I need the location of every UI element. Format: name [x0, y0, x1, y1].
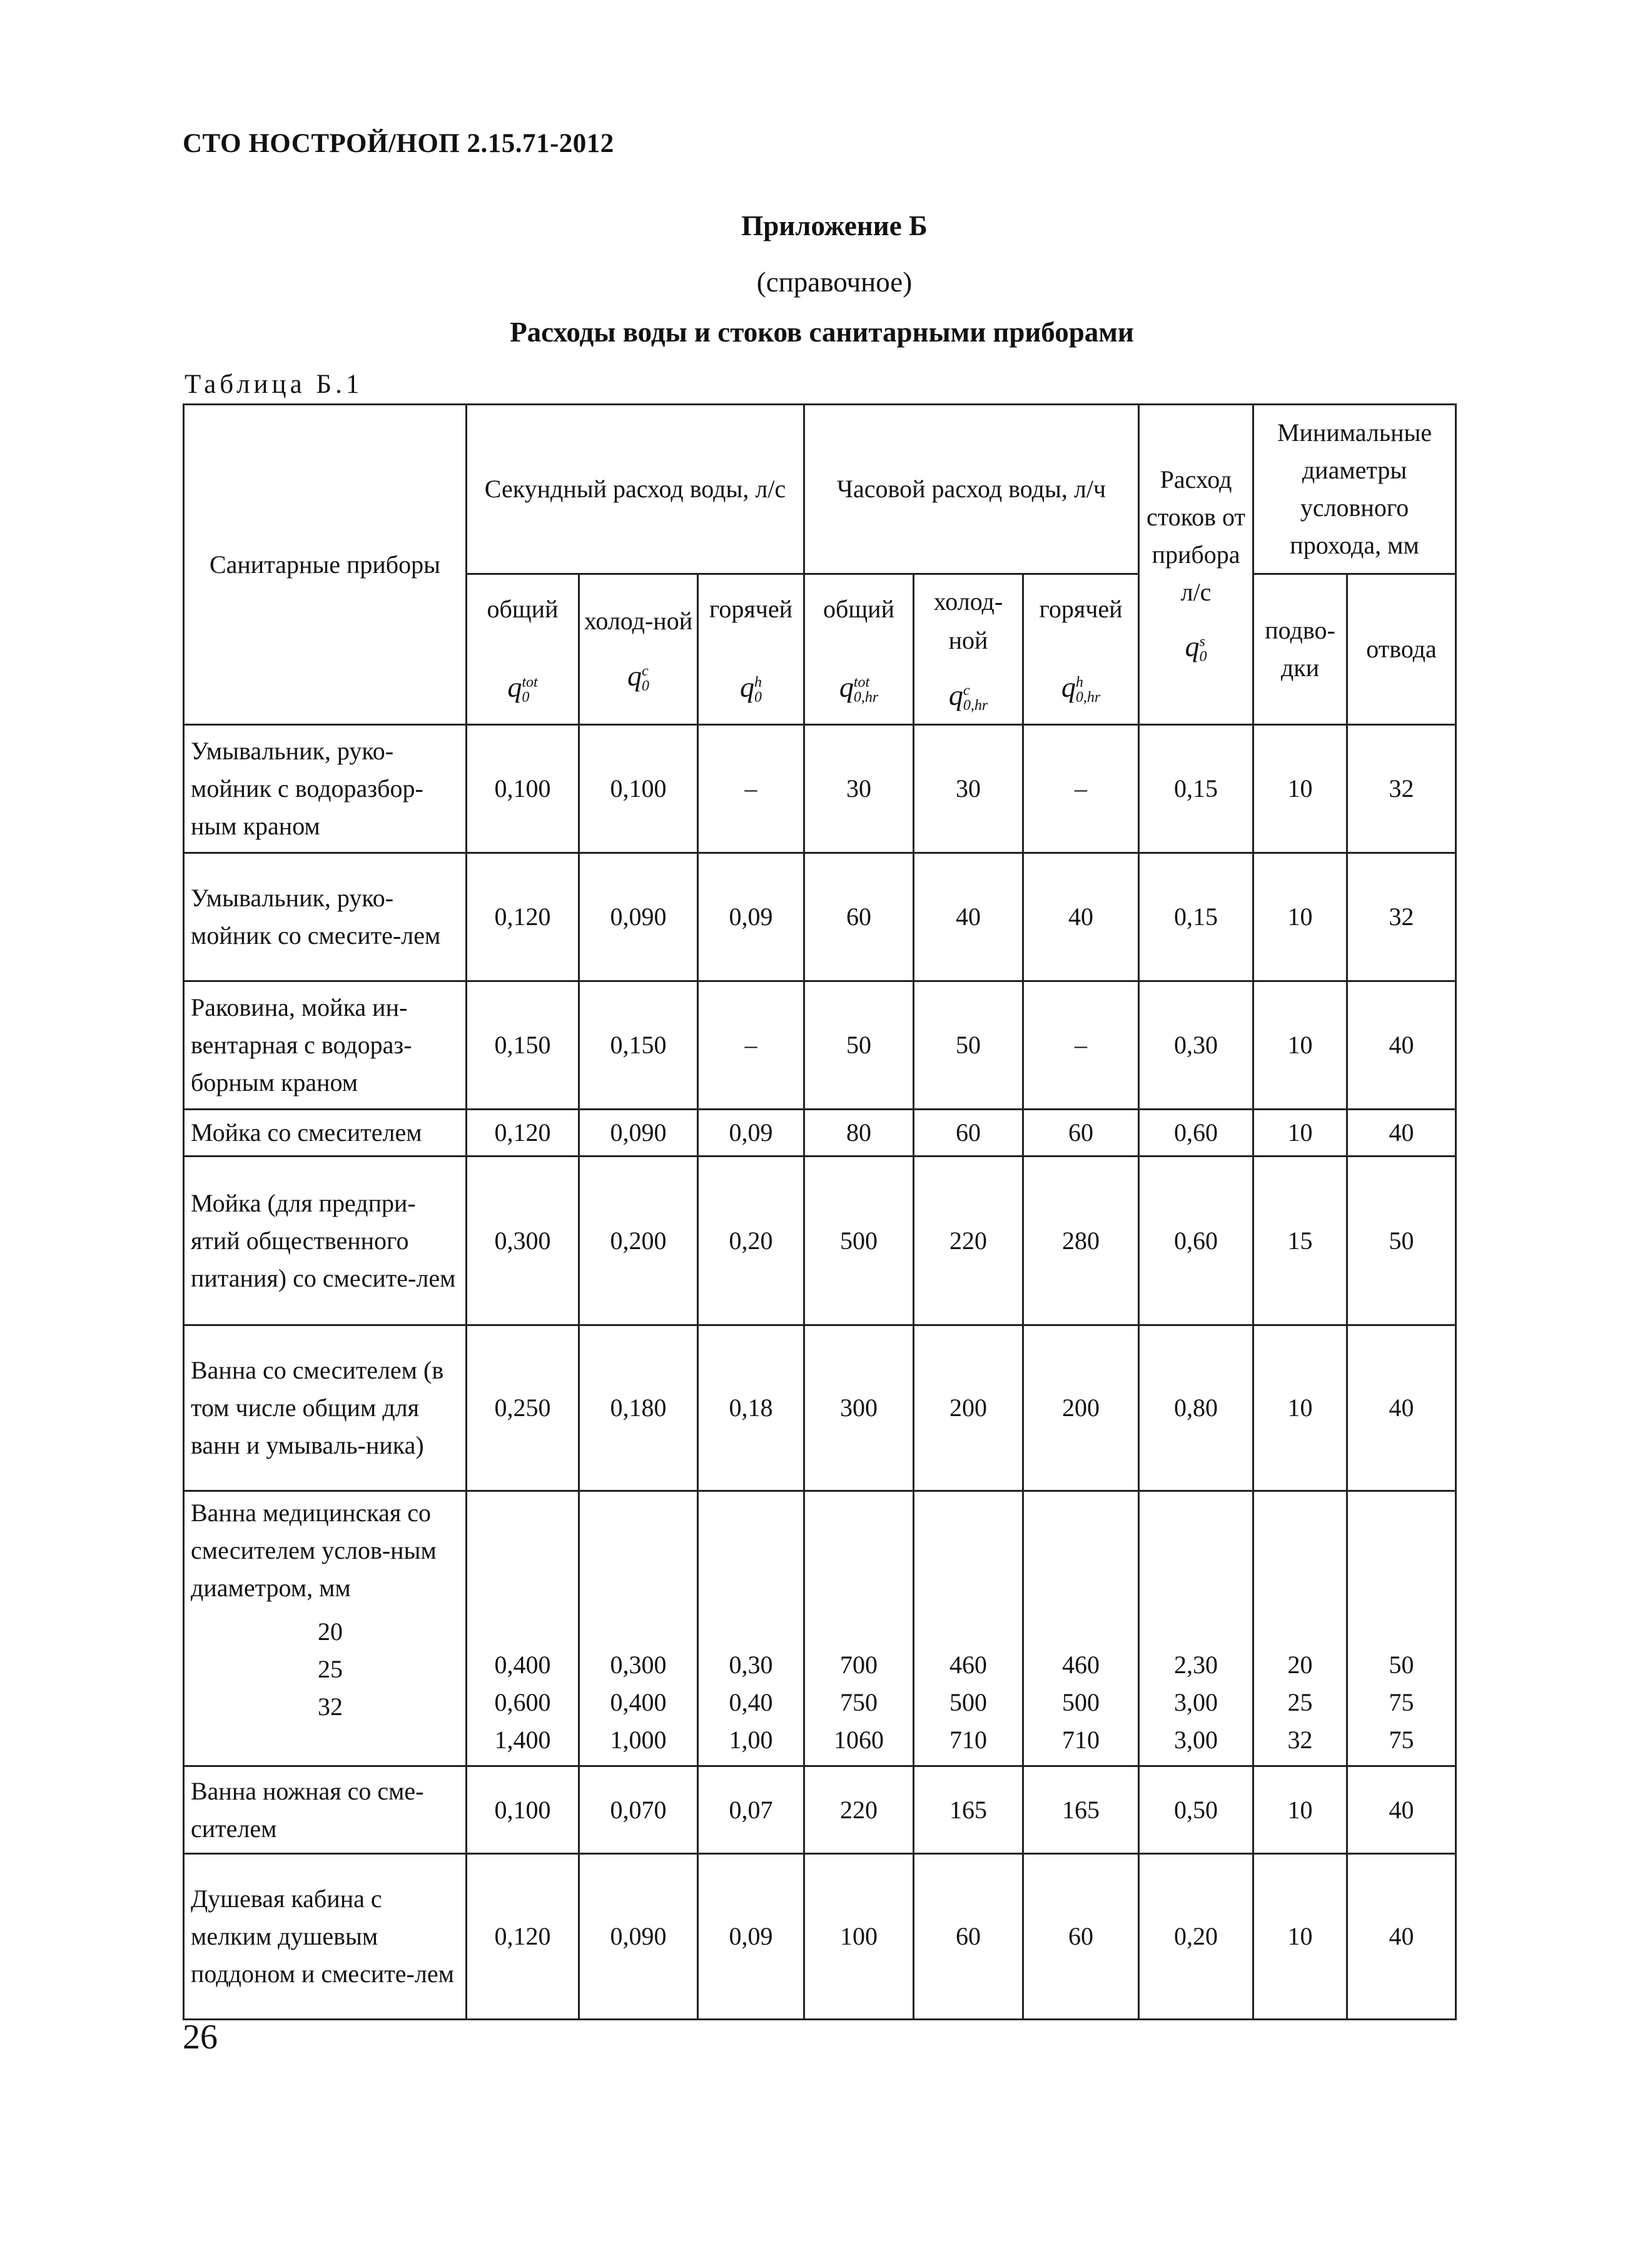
value-cell: –: [1023, 981, 1139, 1110]
value: 0,30: [729, 1651, 773, 1679]
value-cell: 50: [804, 981, 914, 1110]
col-header-drain-flow: [1139, 405, 1253, 725]
value-cell: 60: [1023, 1110, 1139, 1157]
table-row: [184, 1325, 1456, 1491]
device-name-cell: Ванна со смесителем (в том числе общим для ванн и умываль-ника): [184, 1325, 467, 1491]
symbol-q0-c: q c 0: [627, 659, 649, 694]
value-cell: –: [698, 725, 804, 853]
value-cell: 500: [804, 1157, 914, 1325]
value-cell: –: [698, 981, 804, 1110]
value-cell: 15: [1253, 1157, 1347, 1325]
value: 75: [1389, 1688, 1414, 1716]
value: 500: [1062, 1688, 1100, 1716]
value-cell: 0,180: [579, 1325, 698, 1491]
table-body: [184, 725, 1456, 2020]
value-cell: 60: [1023, 1854, 1139, 2020]
symbol-q0-tot: q tot 0: [507, 671, 538, 706]
value-cell: 10: [1253, 853, 1347, 981]
value-cell: [914, 1491, 1023, 1766]
value-cell: 0,09: [698, 1854, 804, 2020]
table-row: [184, 981, 1456, 1110]
value-cell: 40: [1347, 981, 1456, 1110]
value-cell: 80: [804, 1110, 914, 1157]
value-cell: 0,50: [1139, 1766, 1253, 1854]
value: 710: [949, 1726, 987, 1754]
value-cell: 0,100: [467, 725, 579, 853]
sub-header-hour-hot: горячей q h 0,hr: [1023, 574, 1139, 725]
appendix-type: (справочное): [756, 266, 913, 298]
value-cell: 10: [1253, 725, 1347, 853]
value: 500: [949, 1688, 987, 1716]
device-name-cell: Ванна ножная со сме-сителем: [184, 1766, 467, 1854]
value-cell: 0,30: [1139, 981, 1253, 1110]
value-cell: 0,09: [698, 1110, 804, 1157]
value-cell: 0,100: [579, 725, 698, 853]
value: 0,400: [494, 1651, 551, 1679]
device-name-cell: Мойка (для предпри-ятий общественного питания) со смесите-лем: [184, 1157, 467, 1325]
value-cell: 40: [1347, 1766, 1456, 1854]
value-cell: 0,18: [698, 1325, 804, 1491]
table-row: [184, 1766, 1456, 1854]
value-cell: 0,120: [467, 1110, 579, 1157]
nominal-diameter: 25: [318, 1655, 343, 1683]
value-cell: 32: [1347, 725, 1456, 853]
value-cell: 40: [1023, 853, 1139, 981]
table-row: [184, 1110, 1456, 1157]
value: 1,00: [729, 1726, 773, 1754]
value-cell: 165: [914, 1766, 1023, 1854]
value-cell: 0,100: [467, 1766, 579, 1854]
value-cell: 0,090: [579, 853, 698, 981]
value-cell: 10: [1253, 1854, 1347, 2020]
value-cell: 0,20: [1139, 1854, 1253, 2020]
sub-header-sec-total: общий q tot 0: [467, 574, 579, 725]
value: 0,400: [610, 1688, 667, 1716]
value-cell: 50: [914, 981, 1023, 1110]
value-cell: 0,120: [467, 1854, 579, 2020]
value-cell: 0,07: [698, 1766, 804, 1854]
appendix-title: Приложение Б: [741, 210, 928, 241]
value-cell: 300: [804, 1325, 914, 1491]
sub-header-hour-total: общий q tot 0,hr: [804, 574, 914, 725]
value: 50: [1389, 1651, 1414, 1679]
value-cell: [579, 1491, 698, 1766]
value: 1060: [834, 1726, 884, 1754]
value: 700: [840, 1651, 878, 1679]
value-cell: 10: [1253, 981, 1347, 1110]
value-cell: 0,090: [579, 1854, 698, 2020]
nominal-diameter: 32: [318, 1693, 343, 1721]
value-cell: 0,150: [467, 981, 579, 1110]
value-cell: [1347, 1491, 1456, 1766]
value-cell: 40: [914, 853, 1023, 981]
table-row: [184, 853, 1456, 981]
value: 2,30: [1174, 1651, 1218, 1679]
value: 20: [1287, 1651, 1313, 1679]
value: 25: [1287, 1688, 1313, 1716]
value-cell: [467, 1491, 579, 1766]
value-cell: 50: [1347, 1157, 1456, 1325]
device-name-cell: Умывальник, руко-мойник с водоразбор-ным краном: [184, 725, 467, 853]
sub-header-sec-hot: горячей q h 0: [698, 574, 804, 725]
table-label: Таблица Б.1: [185, 370, 363, 399]
symbol-q0hr-h: q h 0,hr: [1061, 671, 1101, 706]
value: 1,000: [610, 1726, 667, 1754]
value-cell: 165: [1023, 1766, 1139, 1854]
value-cell: 220: [804, 1766, 914, 1854]
value-cell: 40: [1347, 1110, 1456, 1157]
value-cell: [698, 1491, 804, 1766]
value-cell: 0,20: [698, 1157, 804, 1325]
device-name-cell: Душевая кабина с мелким душевым поддоном и смесите-лем: [184, 1854, 467, 2020]
device-name: Ванна медицинская со смесителем услов-ным диаметром, мм: [191, 1499, 437, 1602]
value-cell: 10: [1253, 1110, 1347, 1157]
page-number: 26: [183, 2018, 218, 2057]
value-cell: 0,300: [467, 1157, 579, 1325]
value-cell: 0,60: [1139, 1157, 1253, 1325]
value-cell: 0,120: [467, 853, 579, 981]
value-cell: 60: [804, 853, 914, 981]
water-flow-table: [183, 403, 1457, 2020]
col-group-hour-flow: Часовой расход воды, л/ч: [804, 405, 1139, 574]
value-cell: 30: [804, 725, 914, 853]
device-name-cell: Умывальник, руко-мойник со смесите-лем: [184, 853, 467, 981]
col-header-devices: Санитарные приборы: [184, 405, 467, 725]
value-cell: 0,09: [698, 853, 804, 981]
symbol-q0hr-tot: q tot 0,hr: [839, 671, 879, 706]
value-cell: 10: [1253, 1766, 1347, 1854]
value-cell: 0,15: [1139, 853, 1253, 981]
nominal-diameter: 20: [318, 1617, 343, 1646]
symbol-q0-h: q h 0: [740, 671, 762, 706]
value: 3,00: [1174, 1688, 1218, 1716]
value: 3,00: [1174, 1726, 1218, 1754]
value-cell: 220: [914, 1157, 1023, 1325]
value-cell: [1139, 1491, 1253, 1766]
value: 32: [1287, 1726, 1313, 1754]
value-cell: 0,80: [1139, 1325, 1253, 1491]
value: 460: [1062, 1651, 1100, 1679]
value: 710: [1062, 1726, 1100, 1754]
value-cell: 200: [1023, 1325, 1139, 1491]
symbol-q0s: q s 0: [1185, 630, 1207, 666]
table-row: [184, 1491, 1456, 1766]
col-group-min-diameters: Минимальные диаметры условного прохода, мм: [1253, 405, 1456, 574]
value-cell: 40: [1347, 1325, 1456, 1491]
value-cell: 0,15: [1139, 725, 1253, 853]
value: 750: [840, 1688, 878, 1716]
device-name-cell: Мойка со смесителем: [184, 1110, 467, 1157]
value-cell: 200: [914, 1325, 1023, 1491]
value-cell: 60: [914, 1854, 1023, 2020]
value-cell: 0,250: [467, 1325, 579, 1491]
value-cell: [1023, 1491, 1139, 1766]
value: 75: [1389, 1726, 1414, 1754]
drain-flow-label: Расход стоков от прибора л/с: [1147, 465, 1245, 606]
sub-header-outlet: отвода: [1347, 574, 1456, 725]
device-name-cell: [184, 1491, 467, 1766]
col-group-second-flow: Секундный расход воды, л/с: [467, 405, 804, 574]
value: 1,400: [494, 1726, 551, 1754]
value: 0,600: [494, 1688, 551, 1716]
table-row: [184, 1854, 1456, 2020]
value-cell: 40: [1347, 1854, 1456, 2020]
value: 0,40: [729, 1688, 773, 1716]
symbol-q0hr-c: q c 0,hr: [948, 679, 988, 714]
value: 0,300: [610, 1651, 667, 1679]
sub-header-supply: подво-дки: [1253, 574, 1347, 725]
value-cell: 60: [914, 1110, 1023, 1157]
value-cell: 0,60: [1139, 1110, 1253, 1157]
value-cell: 30: [914, 725, 1023, 853]
device-name-cell: Раковина, мойка ин-вентарная с водораз-борным краном: [184, 981, 467, 1110]
value-cell: 32: [1347, 853, 1456, 981]
value-cell: –: [1023, 725, 1139, 853]
value-cell: [1253, 1491, 1347, 1766]
sub-header-sec-cold: холод-ной q c 0: [579, 574, 698, 725]
sub-header-hour-cold: холод-ной q c 0,hr: [914, 574, 1023, 725]
value-cell: 0,200: [579, 1157, 698, 1325]
appendix-heading: Расходы воды и стоков санитарными приборами: [510, 316, 1134, 348]
table-row: [184, 1157, 1456, 1325]
value-cell: 10: [1253, 1325, 1347, 1491]
value-cell: [804, 1491, 914, 1766]
value-cell: 0,090: [579, 1110, 698, 1157]
value: 460: [949, 1651, 987, 1679]
value-cell: 280: [1023, 1157, 1139, 1325]
value-cell: 0,150: [579, 981, 698, 1110]
value-cell: 0,070: [579, 1766, 698, 1854]
document-code: СТО НОСТРОЙ/НОП 2.15.71-2012: [183, 129, 614, 158]
value-cell: 100: [804, 1854, 914, 2020]
table-row: [184, 725, 1456, 853]
